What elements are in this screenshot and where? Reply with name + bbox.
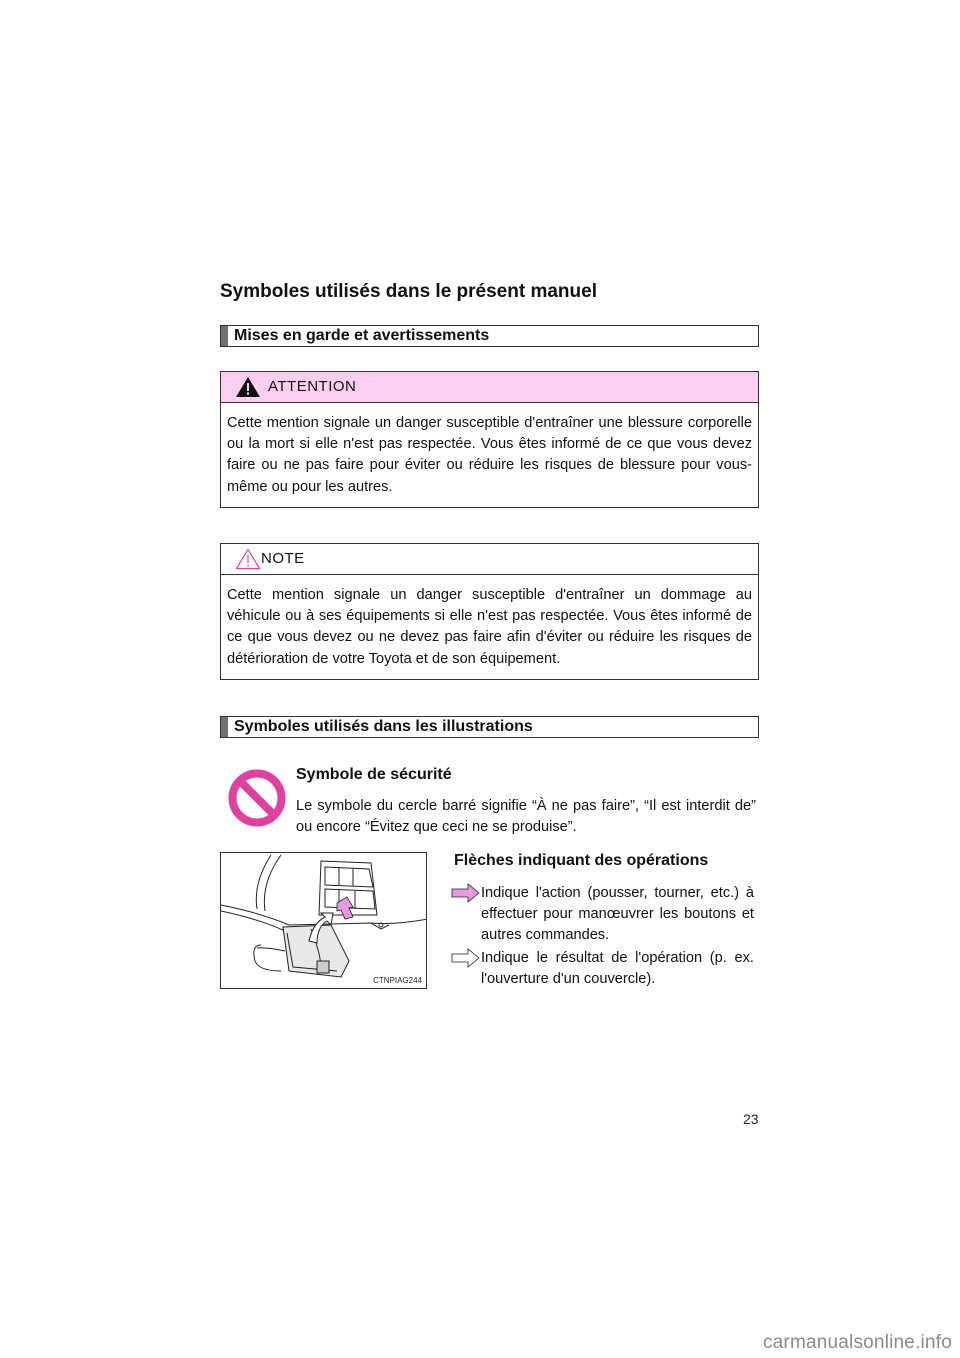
section-header-warnings (220, 325, 759, 347)
attention-header (221, 372, 758, 403)
section-bar (221, 326, 228, 346)
illustration-code: CTNPIAG244 (373, 976, 422, 985)
action-arrow-icon (451, 883, 481, 903)
warning-triangle-outline-icon (235, 548, 261, 570)
page-title: Symboles utilisés dans le présent manuel (220, 281, 597, 302)
warning-triangle-filled-icon (235, 376, 261, 398)
page-number: 23 (743, 1111, 759, 1127)
note-box (220, 543, 759, 680)
section-title-warnings: Mises en garde et avertissements (234, 327, 490, 344)
overhead-console-illustration (220, 852, 427, 989)
result-arrow-text: Indique le résultat de l'opération (p. ex. l'ouverture d'un couvercle). (481, 950, 754, 988)
attention-box (220, 371, 759, 508)
arrows-title: Flèches indiquant des opérations (454, 852, 709, 869)
prohibition-circle-icon (228, 769, 286, 827)
section-bar (221, 717, 228, 737)
safety-symbol-text: Le symbole du cercle barré signifie “À ne pas faire”, “Il est interdit de” ou encore “Évitez que ceci ne se produise”. (296, 798, 756, 836)
section-title-illustrations: Symboles utilisés dans les illustrations (234, 718, 533, 735)
note-header (221, 544, 758, 575)
section-header-illustrations (220, 716, 759, 738)
safety-symbol-title: Symbole de sécurité (296, 766, 452, 783)
attention-label: ATTENTION (268, 378, 357, 395)
result-arrow-icon (451, 948, 481, 968)
action-arrow-text: Indique l'action (pousser, tourner, etc.) à effectuer pour manœuvrer les boutons et autres commandes. (481, 885, 754, 944)
attention-text: Cette mention signale un danger susceptible d'entraîner une blessure corporelle ou la mort si elle n'est pas respectée. Vous êtes informé de ce que vous devez faire ou ne pas faire pour éviter ou réduire les risques de blessure pour vous-même ou pour les autres. (227, 415, 752, 495)
note-text: Cette mention signale un danger susceptible d'entraîner un dommage au véhicule ou à ses équipements si elle n'est pas respectée. Vous êtes informé de ce que vous devez ou ne devez pas faire afin d'éviter ou réduire les risques de détérioration de votre Toyota et de son équipement. (227, 587, 752, 667)
sunglasses-holder-drawing (221, 853, 427, 989)
note-label: NOTE (261, 550, 305, 567)
watermark: carmanualsonline.info (762, 1332, 952, 1353)
